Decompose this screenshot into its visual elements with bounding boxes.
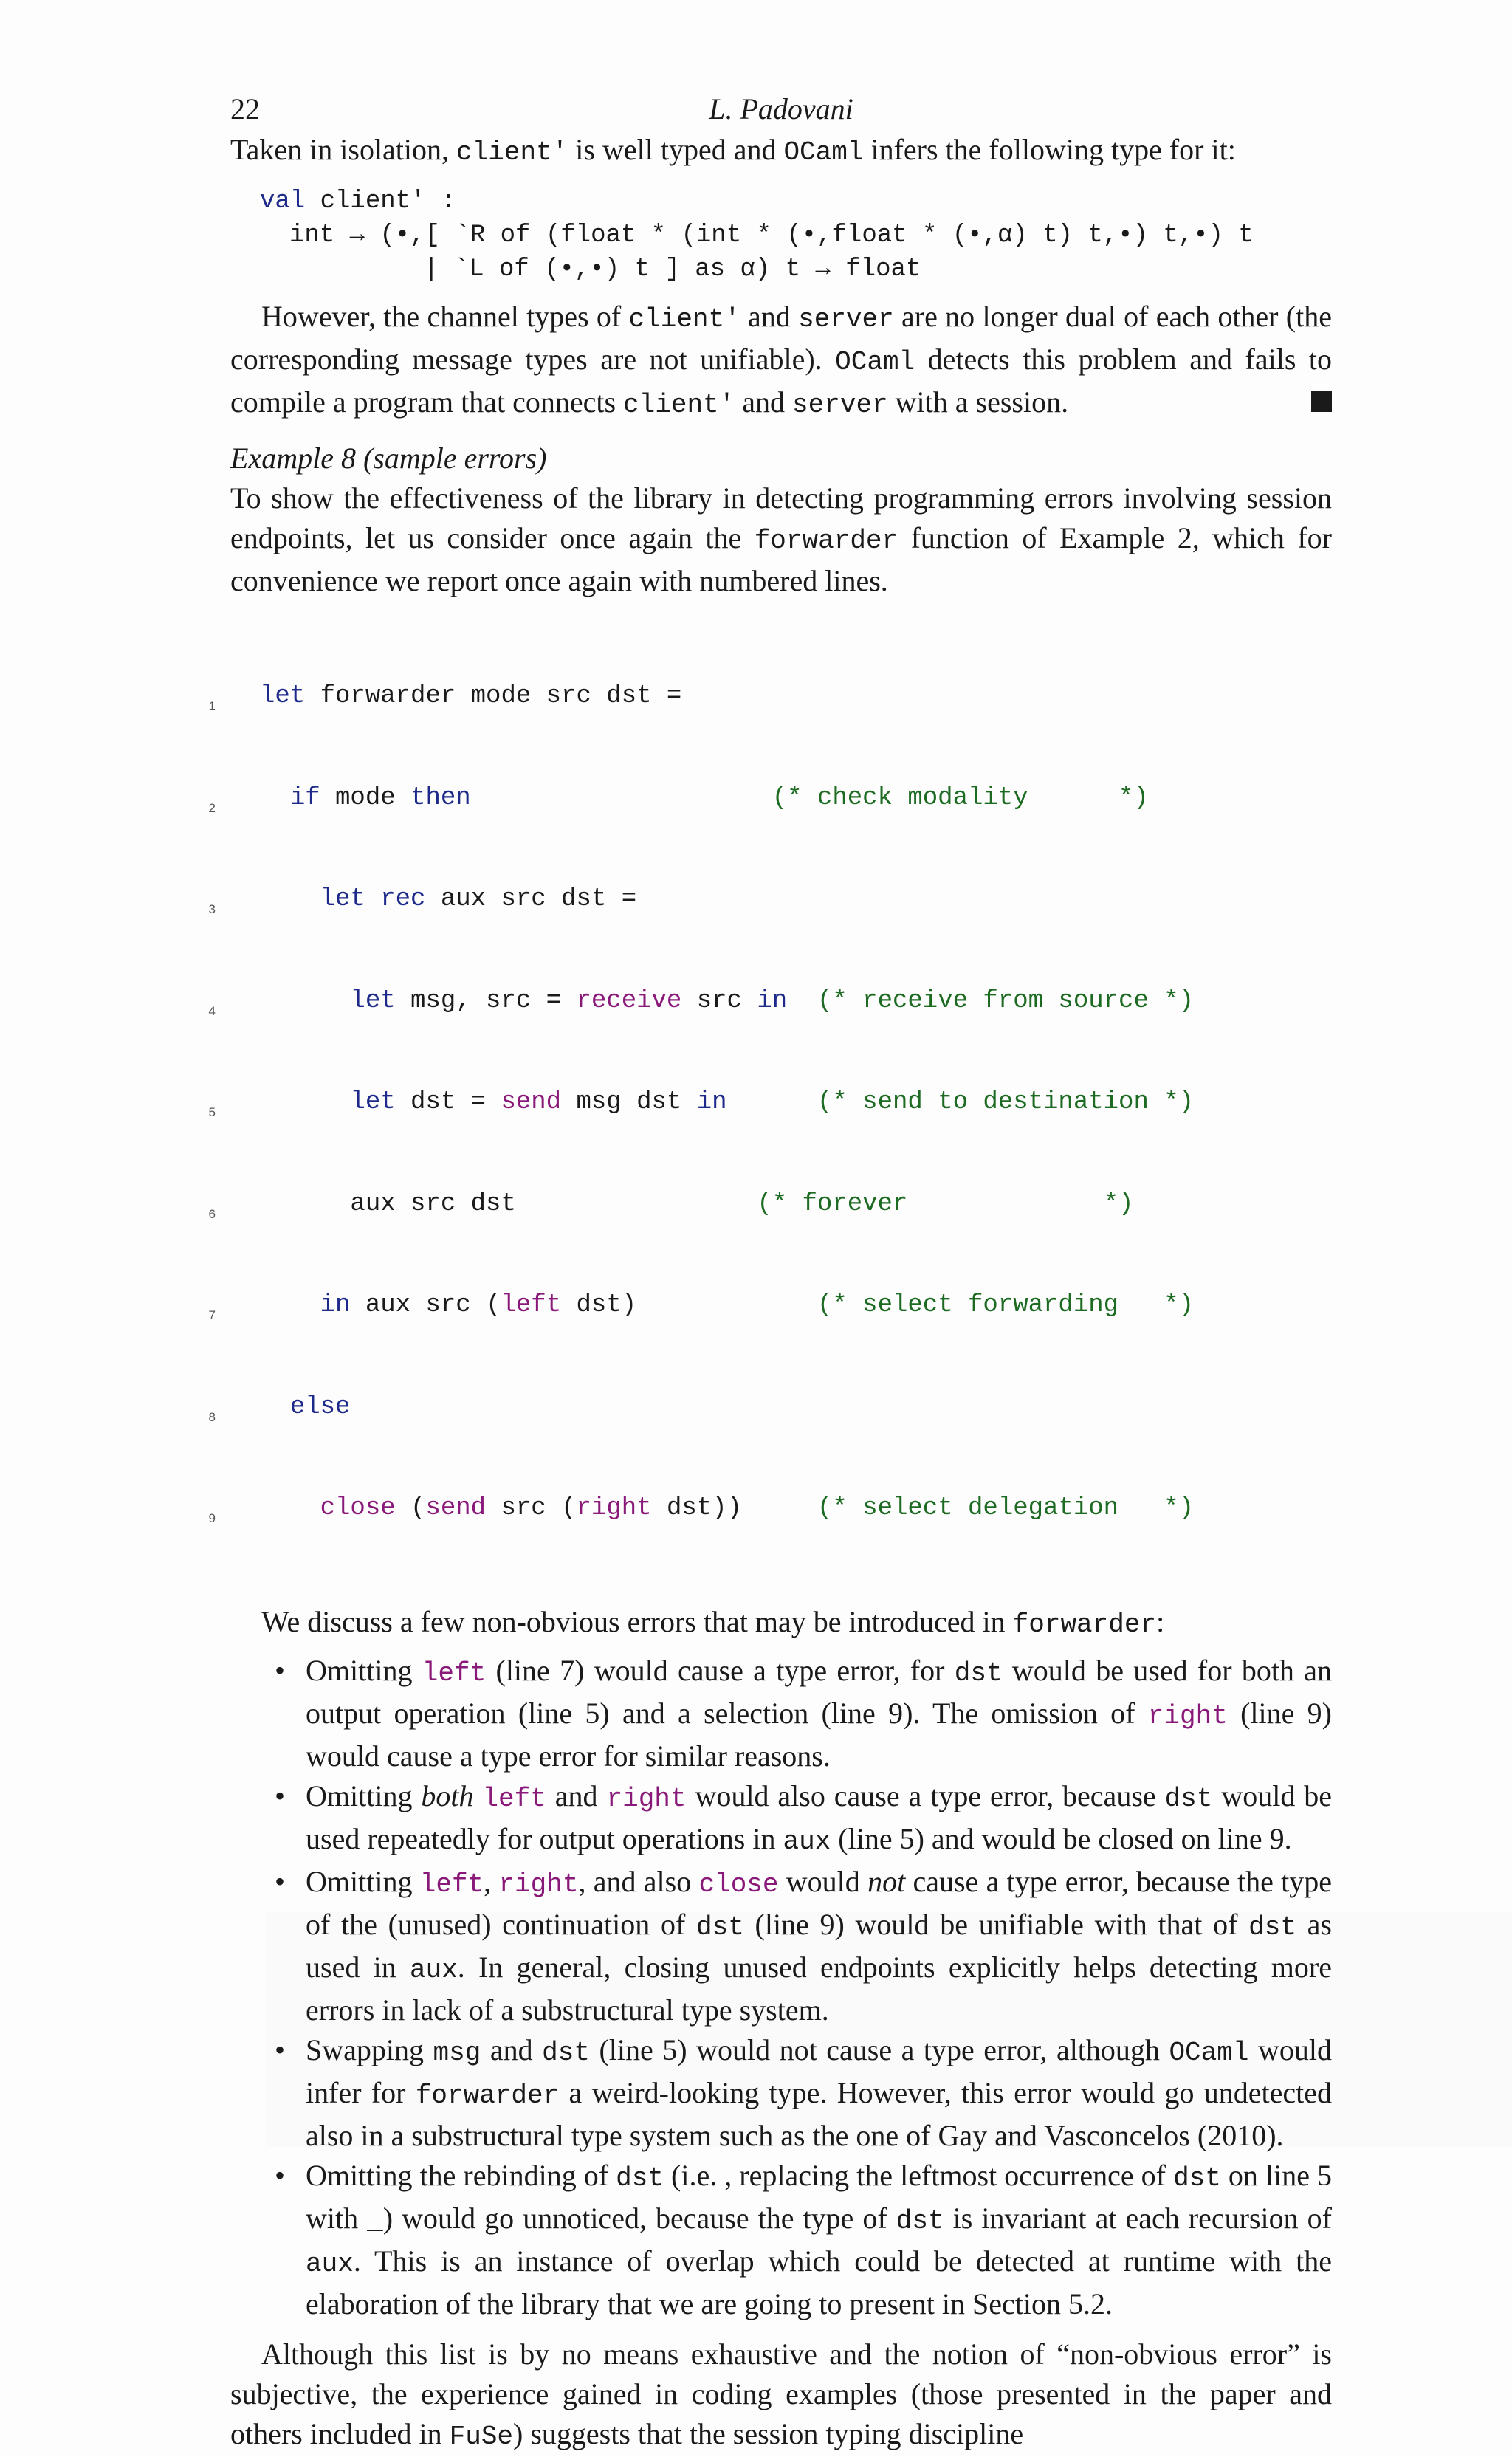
page xyxy=(208,81,1333,2457)
code-line: 5 let dst = send msg dst in (* send to destination *) xyxy=(208,1088,1195,1119)
example-heading: Example 8 (sample errors) xyxy=(230,441,547,475)
discussion-intro: We discuss a few non-obvious errors that may be introduced in forwarder: xyxy=(261,1604,1165,1640)
code-line: 3 let rec aux src dst = xyxy=(208,885,637,916)
intro-paragraph: Taken in isolation, client' is well typed and OCaml infers the following type for it: xyxy=(230,133,1236,168)
code-listing xyxy=(208,611,1332,1593)
running-author: L. Padovani xyxy=(709,92,853,126)
end-of-proof-square xyxy=(1311,391,1332,412)
code-line: 9 close (send src (right dst)) (* select delegation *) xyxy=(208,1494,1195,1525)
list-item: • Omitting left, right, and also close would not cause a type error, because the type of the (unused) continuation of dst (line 9) would be unifiable with that of dst as used in aux. In general, closing unused endpoints explicitly helps detecting more errors in lack of a substructural type system. xyxy=(306,1862,1332,2030)
error-list xyxy=(230,1651,1332,2324)
page-number: 22 xyxy=(230,92,260,126)
signature-line-3: | `L of (•,•) t ] as α) t → float xyxy=(424,255,921,284)
list-item: • Swapping msg and dst (line 5) would not cause a type error, although OCaml would infer for forwarder a weird-looking type. However, this error would go undetected also in a substructural type system such as the one of Gay and Vasconcelos (2010). xyxy=(306,2030,1332,2156)
example-paragraph: To show the effectiveness of the library in detecting programming errors involving session endpoints, let us consider once again the forwarder function of Example 2, which for convenience we report once again with numbered lines. xyxy=(230,481,1332,597)
list-item: • Omitting left (line 7) would cause a type error, for dst would be used for both an output operation (line 5) and a selection (line 9). The omission of right (line 9) would cause a type error for similar reasons. xyxy=(306,1651,1332,1776)
closing-paragraph: Although this list is by no means exhaustive and the notion of “non-obvious error” is subjective, the experience gained in coding examples (those presented in the paper and others included in FuSe) suggests that the session typing discipline xyxy=(230,2337,1332,2452)
code-line: 7 in aux src (left dst) (* select forwarding *) xyxy=(208,1291,1195,1322)
list-item: • Omitting both left and right would also cause a type error, because dst would be used repeatedly for output operations in aux (line 5) and would be closed on line 9. xyxy=(306,1776,1332,1862)
code-line: 4 let msg, src = receive src in (* receive from source *) xyxy=(208,986,1195,1018)
code-line: 1 let forwarder mode src dst = xyxy=(208,682,682,713)
however-paragraph: However, the channel types of client' and server are no longer dual of each other (the corresponding message types are not unifiable). OCaml detects this problem and fails to compile a program that connects client' and server with a session. xyxy=(230,300,1332,420)
list-item: • Omitting the rebinding of dst (i.e. , replacing the leftmost occurrence of dst on line 5 with _) would go unnoticed, because the type of dst is invariant at each recursion of aux. This is an instance of overlap which could be detected at runtime with the elaboration of the library that we are going to present in Section 5.2. xyxy=(306,2156,1332,2324)
code-line: 8 else xyxy=(208,1392,351,1424)
code-line: 2 if mode then (* check modality *) xyxy=(208,783,1149,815)
running-header xyxy=(230,81,1332,126)
signature-line-2: int → (•,[ `R of (float * (int * (•,float * (•,α) t) t,•) t,•) t xyxy=(289,221,1254,250)
code-line: 6 aux src dst (* forever *) xyxy=(208,1189,1134,1221)
type-signature: val client' : int → (•,[ `R of (float * (int * (•,float * (•,α) t) t,•) t,•) t | `L of (•,•) t ] as α) t → float xyxy=(260,185,1332,286)
